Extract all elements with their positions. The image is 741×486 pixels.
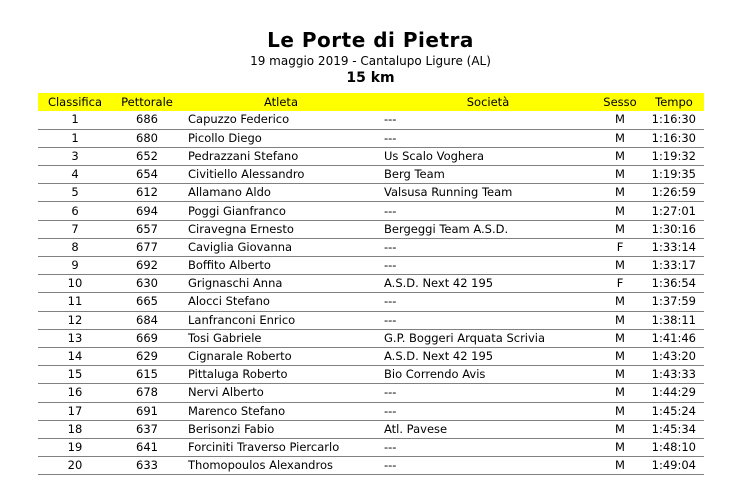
rank-cell: 10 — [67, 276, 83, 291]
sex-cell: M — [615, 403, 625, 418]
club-cell: --- — [384, 239, 397, 254]
table-row — [38, 238, 704, 256]
column-header-club: Società — [466, 95, 510, 109]
race-distance: 15 km — [346, 70, 395, 86]
sex-cell: M — [615, 203, 625, 218]
athlete-cell: Pittaluga Roberto — [188, 367, 288, 382]
bib-cell: 652 — [136, 148, 158, 163]
rank-cell: 7 — [71, 221, 79, 236]
table-row — [38, 220, 704, 238]
rank-cell: 1 — [71, 130, 79, 145]
column-header-bib: Pettorale — [121, 95, 173, 109]
club-cell: G.P. Boggeri Arquata Scrivia — [384, 330, 546, 345]
sex-cell: M — [615, 367, 625, 382]
rank-cell: 5 — [71, 185, 79, 200]
time-cell: 1:27:01 — [651, 203, 696, 218]
athlete-cell: Marenco Stefano — [188, 403, 286, 418]
athlete-cell: Pedrazzani Stefano — [188, 148, 299, 163]
rank-cell: 6 — [71, 203, 79, 218]
time-cell: 1:16:30 — [651, 130, 696, 145]
sex-cell: M — [615, 330, 625, 345]
time-cell: 1:38:11 — [651, 312, 696, 327]
time-cell: 1:43:33 — [651, 367, 696, 382]
table-row — [38, 184, 704, 202]
sex-cell: M — [615, 385, 625, 400]
athlete-cell: Berisonzi Fabio — [188, 421, 275, 436]
table-row — [38, 202, 704, 220]
club-cell: Bio Correndo Avis — [384, 367, 486, 382]
athlete-cell: Thomopoulos Alexandros — [188, 458, 333, 473]
column-header-sex: Sesso — [603, 95, 637, 109]
event-date-location: 19 maggio 2019 - Cantalupo Ligure (AL) — [250, 54, 491, 68]
bib-cell: 641 — [136, 439, 158, 454]
sex-cell: M — [615, 167, 625, 182]
time-cell: 1:45:24 — [651, 403, 696, 418]
page-title: Le Porte di Pietra — [267, 28, 474, 52]
rank-cell: 19 — [67, 439, 83, 454]
bib-cell: 677 — [136, 239, 158, 254]
time-cell: 1:48:10 — [651, 439, 696, 454]
time-cell: 1:33:14 — [651, 239, 696, 254]
club-cell: Us Scalo Voghera — [384, 148, 485, 163]
time-cell: 1:19:35 — [651, 167, 696, 182]
results-body — [38, 111, 704, 475]
athlete-cell: Alocci Stefano — [188, 294, 270, 309]
athlete-cell: Caviglia Giovanna — [188, 239, 293, 254]
sex-cell: M — [615, 349, 625, 364]
athlete-cell: Tosi Gabriele — [188, 330, 262, 345]
table-row — [38, 347, 704, 365]
results-table — [38, 93, 704, 475]
rank-cell: 15 — [67, 367, 83, 382]
rank-cell: 20 — [67, 458, 83, 473]
club-cell: Bergeggi Team A.S.D. — [384, 221, 509, 236]
bib-cell: 684 — [136, 312, 158, 327]
table-row — [38, 293, 704, 311]
time-cell: 1:49:04 — [651, 458, 696, 473]
sex-cell: F — [616, 239, 624, 254]
athlete-cell: Cignarale Roberto — [188, 349, 292, 364]
table-row — [38, 457, 704, 475]
column-header-athlete: Atleta — [263, 95, 298, 109]
sex-cell: M — [615, 312, 625, 327]
time-cell: 1:30:16 — [651, 221, 696, 236]
bib-cell: 691 — [136, 403, 158, 418]
club-cell: --- — [384, 458, 397, 473]
rank-cell: 1 — [71, 112, 79, 127]
table-row — [38, 311, 704, 329]
athlete-cell: Boffito Alberto — [188, 258, 271, 273]
sex-cell: M — [615, 439, 625, 454]
club-cell: A.S.D. Next 42 195 — [384, 349, 494, 364]
club-cell: --- — [384, 312, 397, 327]
athlete-cell: Poggi Gianfranco — [188, 203, 286, 218]
club-cell: --- — [384, 112, 397, 127]
club-cell: --- — [384, 130, 397, 145]
bib-cell: 686 — [136, 112, 158, 127]
table-row — [38, 275, 704, 293]
bib-cell: 615 — [136, 367, 158, 382]
time-cell: 1:19:32 — [651, 148, 696, 163]
table-row — [38, 402, 704, 420]
club-cell: --- — [384, 385, 397, 400]
bib-cell: 678 — [136, 385, 158, 400]
bib-cell: 692 — [136, 258, 158, 273]
time-cell: 1:44:29 — [651, 385, 696, 400]
time-cell: 1:37:59 — [651, 294, 696, 309]
time-cell: 1:16:30 — [651, 112, 696, 127]
sex-cell: M — [615, 458, 625, 473]
club-cell: --- — [384, 439, 397, 454]
table-row — [38, 420, 704, 438]
club-cell: Atl. Pavese — [384, 421, 448, 436]
table-row — [38, 257, 704, 275]
athlete-cell: Nervi Alberto — [188, 385, 264, 400]
athlete-cell: Allamano Aldo — [188, 185, 271, 200]
rank-cell: 4 — [71, 167, 79, 182]
club-cell: --- — [384, 403, 397, 418]
bib-cell: 637 — [136, 421, 158, 436]
table-row — [38, 166, 704, 184]
athlete-cell: Picollo Diego — [188, 130, 262, 145]
bib-cell: 694 — [136, 203, 158, 218]
club-cell: A.S.D. Next 42 195 — [384, 276, 494, 291]
athlete-cell: Forciniti Traverso Piercarlo — [188, 439, 340, 454]
sex-cell: M — [615, 258, 625, 273]
sex-cell: M — [615, 130, 625, 145]
column-header-rank: Classifica — [47, 95, 103, 109]
sex-cell: M — [615, 185, 625, 200]
club-cell: --- — [384, 258, 397, 273]
table-row — [38, 147, 704, 165]
athlete-cell: Lanfranconi Enrico — [188, 312, 296, 327]
athlete-cell: Civitiello Alessandro — [188, 167, 305, 182]
bib-cell: 657 — [136, 221, 158, 236]
club-cell: Berg Team — [384, 167, 445, 182]
bib-cell: 612 — [136, 185, 158, 200]
time-cell: 1:45:34 — [651, 421, 696, 436]
bib-cell: 630 — [136, 276, 158, 291]
table-row — [38, 129, 704, 147]
bib-cell: 669 — [136, 330, 158, 345]
athlete-cell: Capuzzo Federico — [188, 112, 290, 127]
bib-cell: 629 — [136, 349, 158, 364]
sex-cell: F — [616, 276, 624, 291]
column-header-time: Tempo — [655, 95, 693, 109]
rank-cell: 13 — [67, 330, 83, 345]
results-header-row — [38, 93, 704, 111]
sex-cell: M — [615, 221, 625, 236]
bib-cell: 633 — [136, 458, 158, 473]
table-row — [38, 329, 704, 347]
sex-cell: M — [615, 148, 625, 163]
rank-cell: 9 — [71, 258, 79, 273]
sex-cell: M — [615, 112, 625, 127]
bib-cell: 654 — [136, 167, 158, 182]
table-row — [38, 111, 704, 129]
rank-cell: 14 — [67, 349, 83, 364]
table-row — [38, 438, 704, 456]
time-cell: 1:43:20 — [651, 349, 696, 364]
bib-cell: 680 — [136, 130, 158, 145]
rank-cell: 12 — [67, 312, 83, 327]
rank-cell: 17 — [67, 403, 83, 418]
table-row — [38, 366, 704, 384]
rank-cell: 8 — [71, 239, 79, 254]
table-row — [38, 384, 704, 402]
athlete-cell: Grignaschi Anna — [188, 276, 283, 291]
club-cell: Valsusa Running Team — [384, 185, 513, 200]
time-cell: 1:36:54 — [651, 276, 696, 291]
rank-cell: 11 — [67, 294, 83, 309]
rank-cell: 3 — [71, 148, 79, 163]
rank-cell: 18 — [67, 421, 83, 436]
rank-cell: 16 — [67, 385, 83, 400]
athlete-cell: Ciravegna Ernesto — [188, 221, 294, 236]
sex-cell: M — [615, 294, 625, 309]
bib-cell: 665 — [136, 294, 158, 309]
club-cell: --- — [384, 294, 397, 309]
time-cell: 1:41:46 — [651, 330, 696, 345]
club-cell: --- — [384, 203, 397, 218]
sex-cell: M — [615, 421, 625, 436]
time-cell: 1:33:17 — [651, 258, 696, 273]
time-cell: 1:26:59 — [651, 185, 696, 200]
